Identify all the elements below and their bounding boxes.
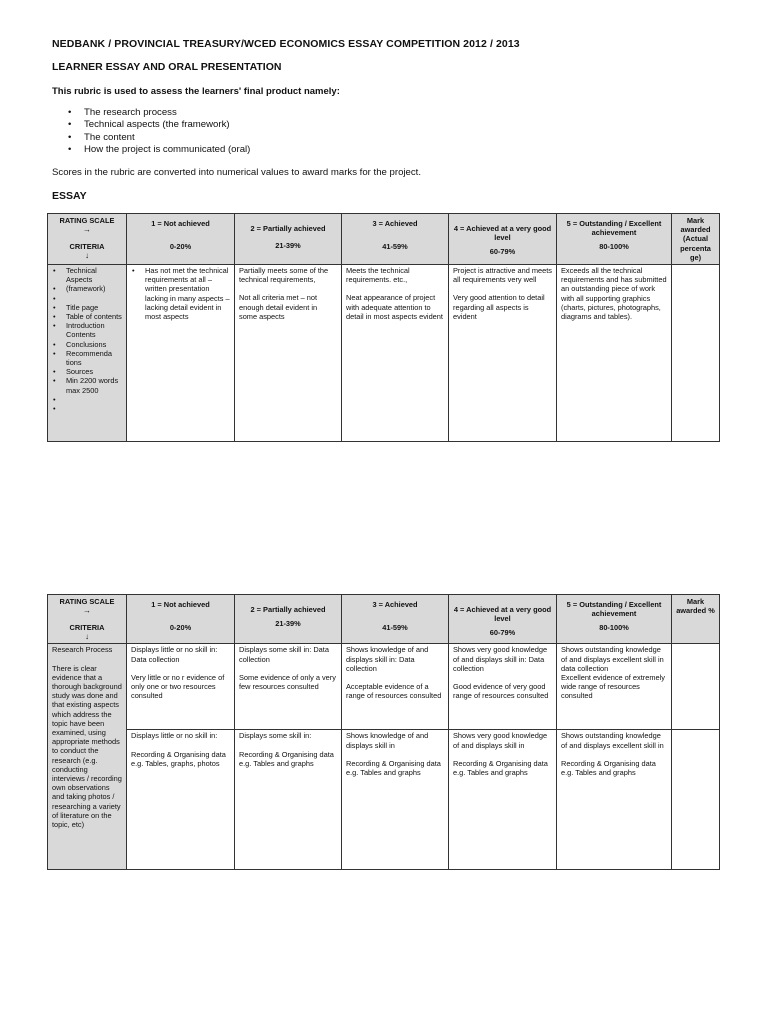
level-2-cell: Displays some skill in: Recording & Organising data e.g. Tables and graphs [235,730,342,870]
arrow-down-icon: ↓ [85,251,89,261]
header-row [48,595,720,644]
list-item: • Introduction Contents [52,321,122,339]
level-5-cell: Shows outstanding knowledge of and displays excellent skill in Recording & Organising data e.g. Tables and graphs [557,730,672,870]
assessment-list [68,107,250,157]
document-subtitle: LEARNER ESSAY AND ORAL PRESENTATION [52,61,282,73]
criteria-cell [48,265,127,442]
list-item: • (framework) [52,284,122,293]
intro-text: This rubric is used to assess the learners' final product namely: [52,86,340,97]
mark-cell [672,644,720,730]
section-heading: ESSAY [52,190,87,202]
level-4-header: 4 = Achieved at a very good level 60-79% [449,214,557,265]
rating-scale-header: RATING SCALE → CRITERIA ↓ [48,214,127,265]
level-3-cell: Shows knowledge of and displays skill in Recording & Organising data e.g. Tables and graphs [342,730,449,870]
table-row [48,265,720,442]
level-5-header: 5 = Outstanding / Excellent achievement 80-100% [557,214,672,265]
arrow-down-icon: ↓ [85,632,89,642]
arrow-right-icon: → [83,606,91,616]
level-1-cell: Displays little or no skill in: Data collection Very little or no r evidence of only one or two resources consulted [127,644,235,730]
list-item: • Sources [52,367,122,376]
level-4-header: 4 = Achieved at a very good level 60-79% [449,595,557,644]
mark-header: Mark awarded (Actual percenta ge) [672,214,720,265]
document-title: NEDBANK / PROVINCIAL TREASURY/WCED ECONOMICS ESSAY COMPETITION 2012 / 2013 [52,38,520,50]
list-item: • The content [68,132,250,144]
list-item: • Title page [52,303,122,312]
level-2-header: 2 = Partially achieved 21-39% [235,595,342,644]
level-5-cell: Shows outstanding knowledge of and displays excellent skill in data collection Excellent evidence of extremely wide range of resources consulted [557,644,672,730]
mark-cell [672,265,720,442]
level-3-cell: Shows knowledge of and displays skill in: Data collection Acceptable evidence of a range of resources consulted [342,644,449,730]
list-item: • Technical Aspects [52,266,122,284]
arrow-right-icon: → [83,225,91,235]
criteria-cell: Research Process There is clear evidence that a thorough background study was done and that existing aspects which address the topic have been examined, using appropriate methods to conduct the research (e.g. conducting interviews / recording own observations and taking photos / researching a variety of literature on the topic, etc) [48,644,127,870]
scores-note: Scores in the rubric are converted into numerical values to award marks for the project. [52,167,421,178]
level-4-cell: Shows very good knowledge of and displays skill in Recording & Organising data e.g. Tables and graphs [449,730,557,870]
list-item: • Conclusions [52,340,122,349]
mark-header: Mark awarded % [672,595,720,644]
level-3-cell: Meets the technical requirements. etc., Neat appearance of project with adequate attention to detail in most aspects evident [342,265,449,442]
list-item: • Technical aspects (the framework) [68,119,250,131]
level-2-header: 2 = Partially achieved 21-39% [235,214,342,265]
mark-cell [672,730,720,870]
level-5-cell: Exceeds all the technical requirements and has submitted an outstanding piece of work with all supporting graphics (charts, pictures, photographs, diagrams and tables). [557,265,672,442]
header-row [48,214,720,265]
list-item: • The research process [68,107,250,119]
list-item: • Min 2200 words max 2500 [52,376,122,394]
level-1-header: 1 = Not achieved 0-20% [127,214,235,265]
level-2-cell: Partially meets some of the technical requirements, Not all criteria met – not enough detail evident in some aspects [235,265,342,442]
level-5-header: 5 = Outstanding / Excellent achievement 80-100% [557,595,672,644]
level-4-cell: Project is attractive and meets all requirements very well Very good attention to detail regarding all aspects is evident [449,265,557,442]
research-rubric-table [47,594,720,870]
rating-scale-header: RATING SCALE → CRITERIA ↓ [48,595,127,644]
level-3-header: 3 = Achieved 41-59% [342,214,449,265]
level-1-header: 1 = Not achieved 0-20% [127,595,235,644]
list-item [52,294,122,303]
level-1-cell: • Has not met the technical requirements at all – written presentation lacking in many aspects – lacking detail evident in most aspects [127,265,235,442]
list-item: • Table of contents [52,312,122,321]
list-item [52,395,122,404]
level-2-cell: Displays some skill in: Data collection Some evidence of only a very few resources consulted [235,644,342,730]
list-item: • Recommenda tions [52,349,122,367]
list-item [52,404,122,413]
list-item: • How the project is communicated (oral) [68,144,250,156]
level-1-cell: Displays little or no skill in: Recording & Organising data e.g. Tables, graphs, photos [127,730,235,870]
table-row [48,644,720,730]
table-row [48,730,720,870]
level-3-header: 3 = Achieved 41-59% [342,595,449,644]
level-4-cell: Shows very good knowledge of and displays skill in: Data collection Good evidence of very good range of resources consulted [449,644,557,730]
essay-rubric-table [47,213,720,442]
